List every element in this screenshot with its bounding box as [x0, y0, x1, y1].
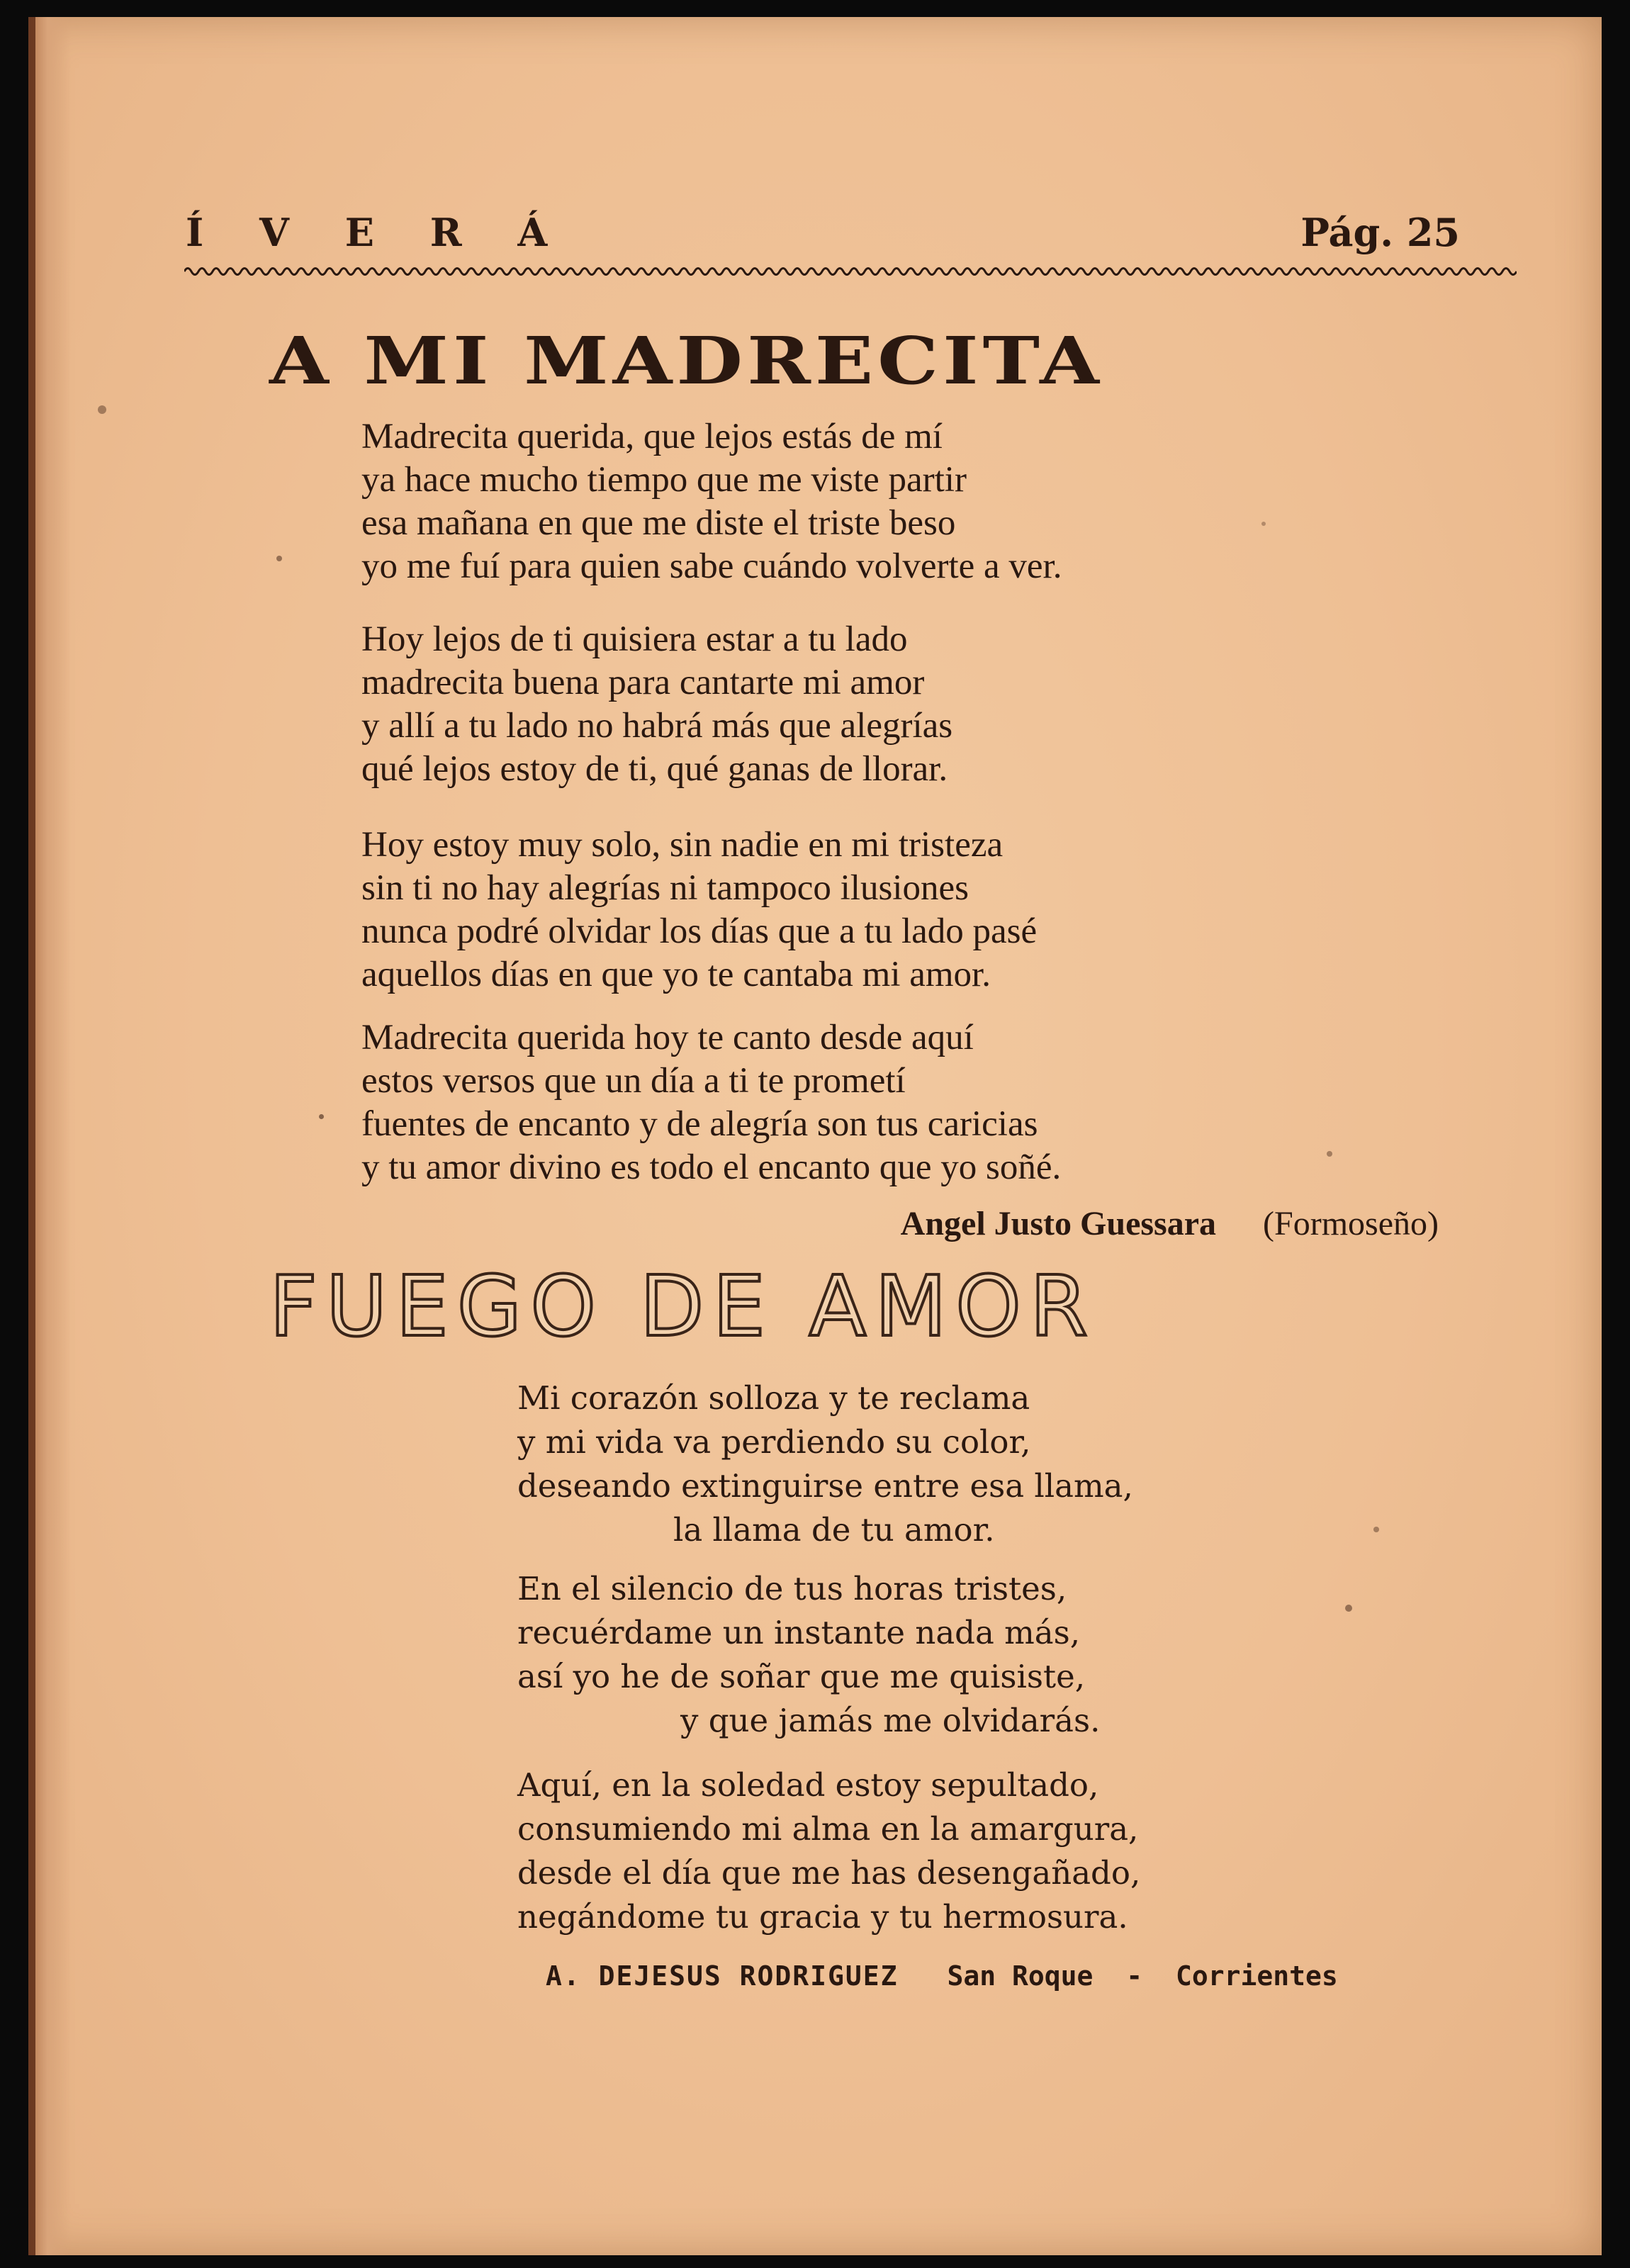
poem2-author: A. DEJESUS RODRIGUEZ — [546, 1960, 899, 1992]
page-number: Pág. 25 — [1300, 210, 1460, 255]
verse-line: aquellos días en que yo te cantaba mi amor. — [361, 955, 991, 994]
verse-line: Mi corazón solloza y te reclama — [517, 1379, 1030, 1417]
poem1-stanza-4 — [361, 1016, 1061, 1189]
paper-speck — [319, 1114, 324, 1119]
verse-line: y mi vida va perdiendo su color, — [517, 1423, 1031, 1461]
poem2-stanza-1 — [517, 1376, 1133, 1552]
verse-line: Hoy lejos de ti quisiera estar a tu lado — [361, 619, 908, 659]
poem2-place: San Roque — [947, 1960, 1094, 1992]
poem2-stanza-3 — [517, 1763, 1140, 1939]
binding-edge — [28, 17, 35, 2255]
poem2-byline — [546, 1960, 1338, 1992]
verse-line: negándome tu gracia y tu hermosura. — [517, 1898, 1128, 1936]
verse-line: Hoy estoy muy solo, sin nadie en mi tristeza — [361, 825, 1004, 865]
verse-line: nunca podré olvidar los días que a tu lado pasé — [361, 911, 1038, 951]
verse-line: y tu amor divino es todo el encanto que yo soñé. — [361, 1147, 1062, 1187]
verse-line: desde el día que me has desengañado, — [517, 1854, 1141, 1892]
poem1-author: Angel Justo Guessara — [900, 1205, 1217, 1242]
paper-speck — [1345, 1605, 1352, 1612]
page — [28, 17, 1602, 2255]
verse-line: recuérdame un instante nada más, — [517, 1614, 1081, 1651]
verse-line: consumiendo mi alma en la amargura, — [517, 1810, 1139, 1848]
verse-line: yo me fuí para quien sabe cuándo volverte a ver. — [361, 546, 1062, 586]
verse-line: esa mañana en que me diste el triste beso — [361, 503, 956, 543]
magazine-title: Í V E R Á — [186, 210, 569, 255]
verse-line: la llama de tu amor. — [673, 1511, 995, 1549]
verse-line: y allí a tu lado no habrá más que alegrías — [361, 706, 953, 746]
poem1-stanza-2 — [361, 618, 952, 791]
verse-line: qué lejos estoy de ti, qué ganas de llorar. — [361, 749, 948, 789]
verse-line: Aquí, en la soledad estoy sepultado, — [517, 1766, 1099, 1804]
poem2-province: Corrientes — [1176, 1960, 1338, 1992]
poem1-stanza-1 — [361, 415, 1062, 588]
verse-line: deseando extinguirse entre esa llama, — [517, 1467, 1133, 1505]
verse-line: estos versos que un día a ti te prometí — [361, 1061, 906, 1101]
paper-speck — [1373, 1527, 1379, 1532]
verse-line: madrecita buena para cantarte mi amor — [361, 663, 925, 702]
paper-speck — [1327, 1151, 1332, 1157]
poem-title-fuego-de-amor: FUEGO DE AMOR — [269, 1257, 1096, 1355]
poem-title-a-mi-madrecita: A MI MADRECITA — [269, 323, 1103, 400]
verse-line: fuentes de encanto y de alegría son tus caricias — [361, 1104, 1038, 1144]
verse-line: ya hace mucho tiempo que me viste partir — [361, 460, 967, 500]
verse-line: En el silencio de tus horas tristes, — [517, 1570, 1067, 1607]
paper-speck — [276, 556, 282, 561]
verse-line: y que jamás me olvidarás. — [680, 1702, 1101, 1739]
poem1-stanza-3 — [361, 824, 1037, 997]
poem1-byline — [901, 1204, 1439, 1243]
byline-separator: - — [1126, 1960, 1143, 1992]
verse-line: así yo he de soñar que me quisiste, — [517, 1658, 1086, 1695]
paper-speck — [1261, 522, 1266, 526]
poem1-origin: (Formoseño) — [1263, 1205, 1439, 1242]
verse-line: Madrecita querida hoy te canto desde aquí — [361, 1018, 974, 1057]
verse-line: Madrecita querida, que lejos estás de mí — [361, 417, 943, 456]
verse-line: sin ti no hay alegrías ni tampoco ilusiones — [361, 868, 969, 908]
wavy-rule — [184, 265, 1517, 278]
paper-speck — [98, 405, 106, 414]
poem2-stanza-2 — [517, 1567, 1100, 1743]
running-header — [186, 210, 1460, 266]
